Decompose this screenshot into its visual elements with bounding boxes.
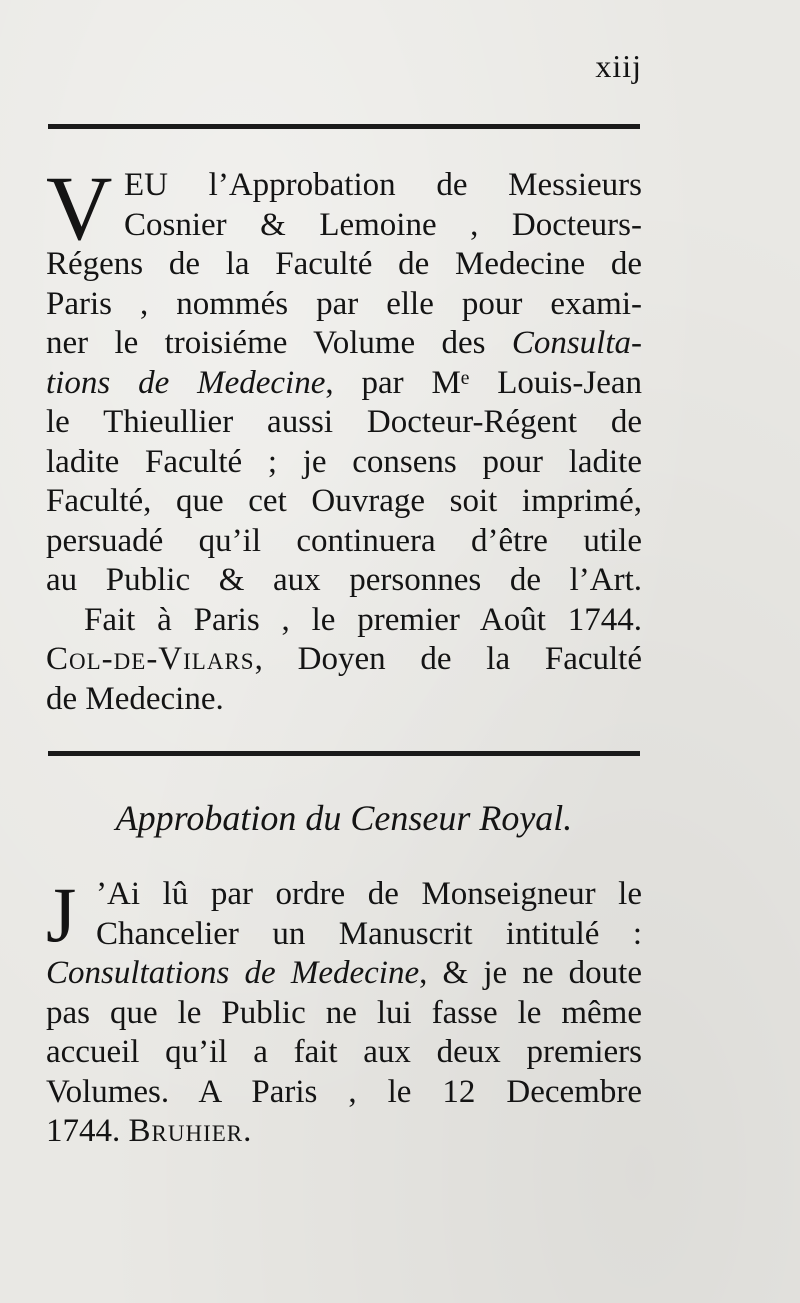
text-line [46, 364, 642, 404]
italic-segment: tions de Medecine [46, 364, 326, 401]
drop-cap-j: J [46, 871, 77, 958]
drop-cap-v: V [46, 157, 113, 259]
text-line: EU l’Approbation de Messieurs [124, 167, 642, 203]
text-line: ’Ai lû par ordre de Monseigneur le [96, 876, 642, 912]
section-heading: Approbation du Censeur Royal. [115, 798, 573, 838]
text-line: Fait à Paris , le premier Août 1744. [84, 601, 642, 638]
text-line [46, 1112, 642, 1152]
text-line [46, 954, 642, 994]
text-line: Cosnier & Lemoine , Docteurs- [124, 206, 642, 243]
middle-rule [48, 751, 640, 756]
faculty-approval-text [46, 157, 642, 719]
text-line: ladite Faculté ; je consens pour ladite [46, 443, 642, 480]
text-line: Régens de la Faculté de Medecine de [46, 246, 642, 282]
text-line: de Medecine. [46, 680, 224, 717]
text-line: Paris , nommés par elle pour exami- [46, 285, 642, 322]
italic-segment: Consultations de Medecine [46, 955, 420, 991]
signatory-name: Col-de-Vilars [46, 641, 255, 677]
text-line: pas que le Public ne lui fasse le même [46, 994, 642, 1031]
page-number: xiij [595, 48, 642, 84]
top-rule [48, 124, 640, 129]
text-line [46, 324, 642, 364]
text-line: Faculté, que cet Ouvrage soit imprimé, [46, 483, 642, 519]
italic-segment: Consulta- [511, 325, 642, 361]
signatory-name: Bruhier. [128, 1113, 253, 1149]
text-segment: ner le troisiéme Volume des [46, 325, 486, 361]
text-line: Volumes. A Paris , le 12 Decembre [46, 1073, 642, 1110]
text-segment: , Doyen de la Faculté [254, 641, 642, 677]
text-line: Chancelier un Manuscrit intitulé : [96, 915, 642, 952]
text-segment: , & je ne doute [419, 955, 642, 991]
text-line: le Thieullier aussi Docteur-Régent de [46, 404, 642, 440]
text-segment: 1744. [46, 1113, 121, 1149]
text-line: persuadé qu’il continuera d’être utile [46, 522, 642, 559]
censor-approval-text [46, 871, 642, 1152]
text-line [46, 640, 642, 680]
text-line: accueil qu’il a fait aux deux premiers [46, 1034, 642, 1070]
text-line: au Public & aux personnes de l’Art. [46, 562, 642, 598]
text-segment: , par Mᵉ Louis-Jean [325, 364, 642, 401]
